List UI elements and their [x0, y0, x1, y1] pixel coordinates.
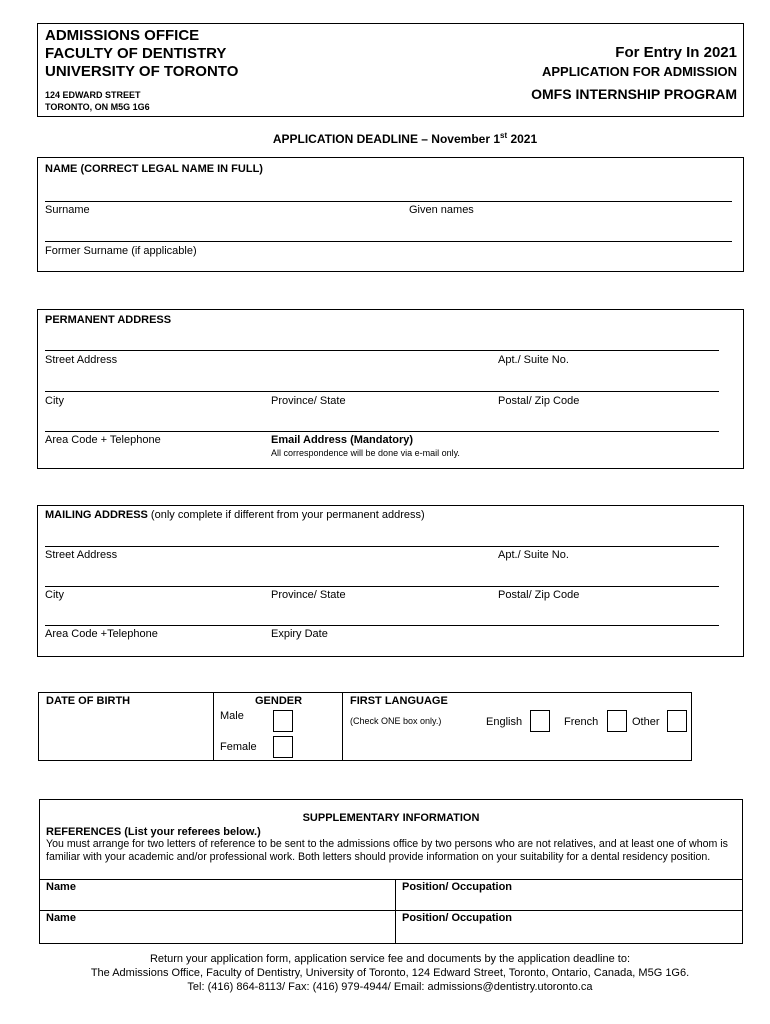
references-title: REFERENCES (List your referees below.) — [46, 826, 261, 838]
surname-label: Surname — [45, 204, 90, 216]
mailing-street-field[interactable] — [45, 546, 719, 547]
name-section-title: NAME (CORRECT LEGAL NAME IN FULL) — [45, 163, 263, 175]
mailing-title-note: (only complete if different from your permanent address) — [147, 509, 425, 521]
supplementary-title: SUPPLEMENTARY INFORMATION — [302, 812, 480, 824]
mailing-province-label: Province/ State — [271, 589, 346, 601]
surname-field[interactable] — [45, 201, 732, 202]
office-street: 124 EDWARD STREET — [45, 90, 141, 100]
entry-year: For Entry In 2021 — [615, 44, 737, 61]
mailing-postal-label: Postal/ Zip Code — [498, 589, 580, 601]
female-label: Female — [220, 741, 257, 753]
deadline-sup: st — [500, 131, 508, 140]
permanent-phone-label: Area Code + Telephone — [45, 434, 161, 446]
footer-line1: Return your application form, application service fee and documents by the application deadline to: — [149, 953, 630, 965]
dob-label: DATE OF BIRTH — [46, 695, 131, 707]
referee2-position-field[interactable]: Position/ Occupation — [402, 912, 513, 924]
other-label: Other — [632, 716, 660, 728]
male-checkbox[interactable] — [273, 710, 293, 732]
email-label: Email Address (Mandatory) — [271, 434, 414, 446]
french-checkbox[interactable] — [607, 710, 627, 732]
permanent-street-field[interactable] — [45, 350, 719, 351]
footer-line2: The Admissions Office, Faculty of Dentistry, University of Toronto, 124 Edward Street, Toronto, Ontario, Canada, M5G 1G6. — [90, 967, 690, 979]
mailing-city-label: City — [45, 589, 64, 601]
mailing-street-label: Street Address — [45, 549, 118, 561]
ref-table-middle — [39, 910, 743, 911]
mailing-apt-label: Apt./ Suite No. — [498, 549, 569, 561]
referee1-position-field[interactable]: Position/ Occupation — [402, 881, 513, 893]
referee1-name-field[interactable]: Name — [46, 881, 76, 893]
references-instructions: You must arrange for two letters of reference to be sent to the admissions office by two persons who are not relatives, and at least one of whom is familiar with your academic and/or professional work. Both letters should provide information on your suitability for a dental residency position. — [46, 838, 728, 863]
first-language-label: FIRST LANGUAGE — [350, 695, 448, 707]
male-label: Male — [220, 710, 244, 722]
ref-table-divider — [395, 879, 396, 944]
office-name-line2: FACULTY OF DENTISTRY — [45, 45, 227, 62]
deadline-prefix: APPLICATION DEADLINE – November 1 — [272, 132, 500, 146]
email-note: All correspondence will be done via e-mail only. — [271, 448, 460, 458]
referee2-name-field[interactable]: Name — [46, 912, 76, 924]
mailing-phone-field[interactable] — [45, 625, 719, 626]
permanent-apt-label: Apt./ Suite No. — [498, 354, 569, 366]
former-surname-field[interactable] — [45, 241, 732, 242]
divider-dob-gender — [213, 692, 214, 761]
deadline-suffix: 2021 — [507, 132, 538, 146]
french-label: French — [564, 716, 599, 728]
permanent-city-field[interactable] — [45, 391, 719, 392]
office-city: TORONTO, ON M5G 1G6 — [45, 102, 150, 112]
application-deadline — [0, 131, 770, 146]
office-name-line1: ADMISSIONS OFFICE — [45, 27, 200, 44]
expiry-date-label: Expiry Date — [271, 628, 328, 640]
mailing-address-title — [45, 509, 425, 521]
ref-table-top — [39, 879, 743, 880]
permanent-address-title: PERMANENT ADDRESS — [45, 314, 172, 326]
gender-label: GENDER — [255, 695, 303, 707]
mailing-title-bold: MAILING ADDRESS — [45, 509, 148, 521]
english-label: English — [486, 716, 523, 728]
program-title: OMFS INTERNSHIP PROGRAM — [531, 86, 737, 102]
divider-gender-language — [342, 692, 343, 761]
office-name-line3: UNIVERSITY OF TORONTO — [45, 63, 239, 80]
given-names-label: Given names — [409, 204, 474, 216]
footer-line3: Tel: (416) 864-8113/ Fax: (416) 979-4944/ Email: admissions@dentistry.utoronto.ca — [187, 981, 593, 993]
permanent-street-label: Street Address — [45, 354, 118, 366]
check-one-note: (Check ONE box only.) — [350, 716, 442, 726]
female-checkbox[interactable] — [273, 736, 293, 758]
permanent-phone-field[interactable] — [45, 431, 719, 432]
permanent-city-label: City — [45, 395, 64, 407]
former-surname-label: Former Surname (if applicable) — [45, 245, 197, 257]
english-checkbox[interactable] — [530, 710, 550, 732]
application-title: APPLICATION FOR ADMISSION — [542, 64, 737, 79]
other-checkbox[interactable] — [667, 710, 687, 732]
permanent-postal-label: Postal/ Zip Code — [498, 395, 580, 407]
mailing-city-field[interactable] — [45, 586, 719, 587]
permanent-province-label: Province/ State — [271, 395, 346, 407]
mailing-phone-label: Area Code +Telephone — [45, 628, 158, 640]
